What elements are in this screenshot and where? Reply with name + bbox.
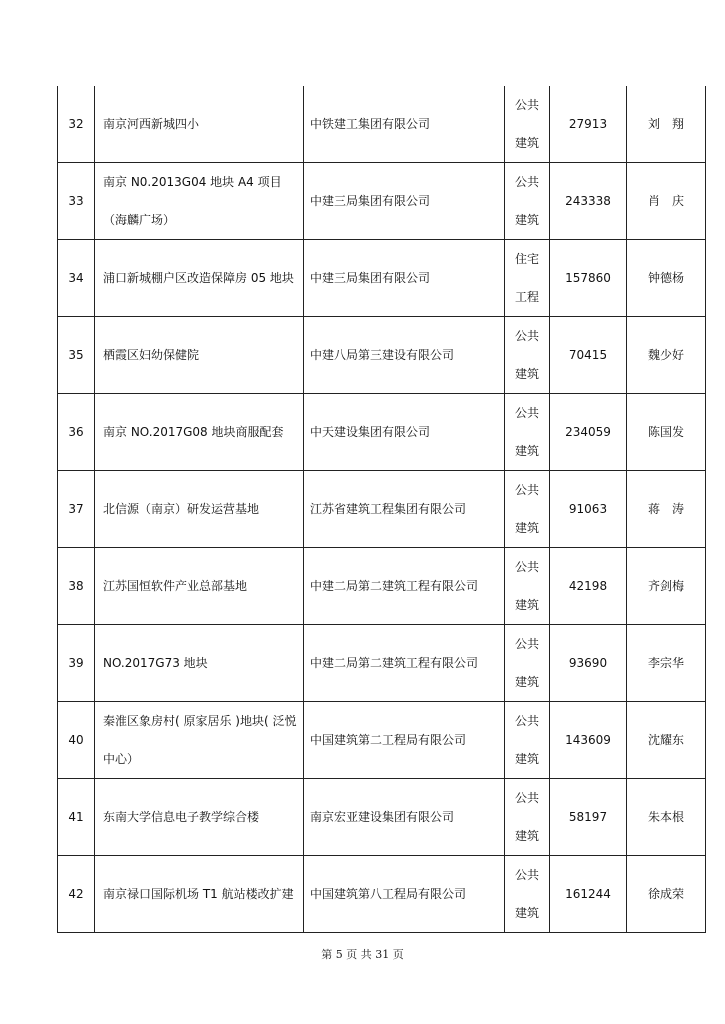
table-row (58, 86, 706, 163)
project-manager: 沈耀东 (627, 702, 706, 779)
company-name: 中天建设集团有限公司 (304, 394, 505, 471)
project-type: 公共 建筑 (505, 317, 550, 394)
project-area: 234059 (550, 394, 627, 471)
row-number: 33 (58, 163, 95, 240)
row-number: 38 (58, 548, 95, 625)
project-manager: 徐成荣 (627, 856, 706, 933)
project-area: 143609 (550, 702, 627, 779)
project-name: 北信源（南京）研发运营基地 (95, 471, 304, 548)
row-number: 42 (58, 856, 95, 933)
company-name: 中建三局集团有限公司 (304, 163, 505, 240)
row-number: 35 (58, 317, 95, 394)
project-name: 秦淮区象房村( 原家居乐 )地块( 泛悦中心） (95, 702, 304, 779)
project-table (57, 86, 706, 933)
row-number: 36 (58, 394, 95, 471)
company-name: 江苏省建筑工程集团有限公司 (304, 471, 505, 548)
project-name: 江苏国恒软件产业总部基地 (95, 548, 304, 625)
project-type: 公共 建筑 (505, 625, 550, 702)
project-type: 公共 建筑 (505, 394, 550, 471)
project-name: NO.2017G73 地块 (95, 625, 304, 702)
project-type: 公共 建筑 (505, 163, 550, 240)
table-row (58, 779, 706, 856)
project-type: 公共 建筑 (505, 702, 550, 779)
table-row (58, 317, 706, 394)
project-area: 58197 (550, 779, 627, 856)
project-area: 243338 (550, 163, 627, 240)
row-number: 40 (58, 702, 95, 779)
project-area: 70415 (550, 317, 627, 394)
project-name: 浦口新城棚户区改造保障房 05 地块 (95, 240, 304, 317)
project-area: 93690 (550, 625, 627, 702)
row-number: 34 (58, 240, 95, 317)
table-row (58, 702, 706, 779)
project-manager: 陈国发 (627, 394, 706, 471)
company-name: 中国建筑第二工程局有限公司 (304, 702, 505, 779)
company-name: 中建二局第二建筑工程有限公司 (304, 548, 505, 625)
project-name: 南京禄口国际机场 T1 航站楼改扩建 (95, 856, 304, 933)
row-number: 32 (58, 86, 95, 163)
table-row (58, 548, 706, 625)
project-area: 161244 (550, 856, 627, 933)
project-type: 公共 建筑 (505, 856, 550, 933)
project-manager: 蒋 涛 (627, 471, 706, 548)
table-row (58, 163, 706, 240)
project-name: 南京 N0.2013G04 地块 A4 项目（海麟广场） (95, 163, 304, 240)
project-manager: 魏少好 (627, 317, 706, 394)
project-name: 南京河西新城四小 (95, 86, 304, 163)
table-row (58, 240, 706, 317)
project-type: 公共 建筑 (505, 471, 550, 548)
project-type: 公共 建筑 (505, 86, 550, 163)
row-number: 37 (58, 471, 95, 548)
project-manager: 朱本根 (627, 779, 706, 856)
project-area: 42198 (550, 548, 627, 625)
project-name: 栖霞区妇幼保健院 (95, 317, 304, 394)
table-row (58, 625, 706, 702)
company-name: 中建八局第三建设有限公司 (304, 317, 505, 394)
project-area: 27913 (550, 86, 627, 163)
company-name: 中国建筑第八工程局有限公司 (304, 856, 505, 933)
project-name: 东南大学信息电子教学综合楼 (95, 779, 304, 856)
table-row (58, 471, 706, 548)
table-row (58, 856, 706, 933)
project-manager: 肖 庆 (627, 163, 706, 240)
project-area: 91063 (550, 471, 627, 548)
row-number: 39 (58, 625, 95, 702)
project-type: 公共 建筑 (505, 548, 550, 625)
page-number-footer: 第 5 页 共 31 页 (321, 948, 404, 961)
project-manager: 李宗华 (627, 625, 706, 702)
company-name: 中建三局集团有限公司 (304, 240, 505, 317)
company-name: 中建二局第二建筑工程有限公司 (304, 625, 505, 702)
project-manager: 钟德杨 (627, 240, 706, 317)
project-manager: 齐剑梅 (627, 548, 706, 625)
project-type: 公共 建筑 (505, 779, 550, 856)
company-name: 南京宏亚建设集团有限公司 (304, 779, 505, 856)
project-area: 157860 (550, 240, 627, 317)
table-row (58, 394, 706, 471)
project-type: 住宅 工程 (505, 240, 550, 317)
row-number: 41 (58, 779, 95, 856)
company-name: 中铁建工集团有限公司 (304, 86, 505, 163)
project-manager: 刘 翔 (627, 86, 706, 163)
project-name: 南京 NO.2017G08 地块商服配套 (95, 394, 304, 471)
